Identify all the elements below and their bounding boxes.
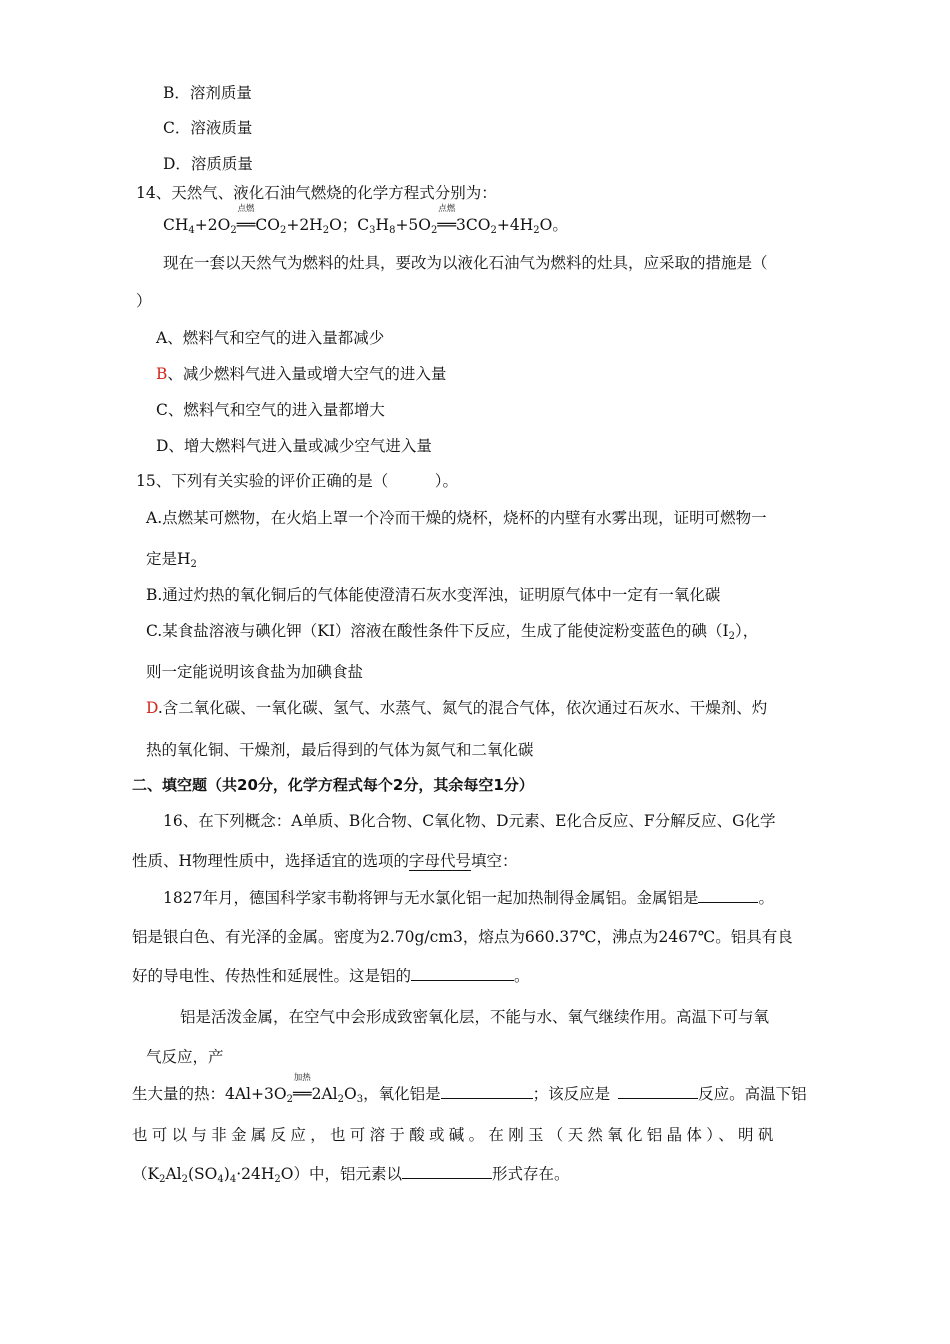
q14-stem: 14、天然气、液化石油气燃烧的化学方程式分别为： (136, 184, 497, 202)
q16-line1: 16、在下列概念：A单质、B化合物、C氧化物、D元素、E化合反应、F分解反应、G化学 (163, 812, 776, 830)
underlined-term: 字母代号 (409, 852, 472, 870)
q13-option-c: C．溶液质量 (163, 119, 253, 137)
q15-option-d-letter: D (146, 699, 158, 717)
answer-blank-5[interactable] (402, 1163, 492, 1179)
answer-blank-2[interactable] (411, 965, 514, 981)
eq2-condition: 加热 (293, 1073, 311, 1083)
answer-blank-4[interactable] (618, 1083, 698, 1099)
q14-option-d: D、增大燃料气进入量或减少空气进入量 (156, 437, 432, 455)
q15-stem: 15、下列有关实验的评价正确的是（ ）。 (136, 472, 458, 490)
q16-p1-line1: 1827年月，德国科学家韦勒将钾与无水氯化铝一起加热制得金属铝。金属铝是 。 (163, 889, 774, 907)
q16-p1-line2: 铝是银白色、有光泽的金属。密度为2.70g/cm3，熔点为660.37℃，沸点为2467℃。铝具有良 (132, 928, 793, 946)
q15-option-c-line1: C.某食盐溶液与碘化钾（KI）溶液在酸性条件下反应，生成了能使淀粉变蓝色的碘$(I_2)$， (146, 622, 759, 642)
q15-option-c-line2: 则一定能说明该食盐为加碘食盐 (146, 663, 364, 681)
q14-body-1: 现在一套以天然气为燃料的灶具，要改为以液化石油气为燃料的灶具，应采取的措施是（ (163, 254, 768, 272)
q16-p2-line1: 铝是活泼金属，在空气中会形成致密氧化层，不能与水、氧气继续作用。高温下可与氧 (180, 1008, 770, 1026)
q16-p2-line5: $(K_2Al_2(SO_4)_4\cdot 24H_2O)$中，铝元素以 形式存在。 (132, 1165, 570, 1185)
q16-line2: 性质、H物理性质中，选择适宜的选项的字母代号填空： (132, 852, 518, 870)
q13-option-d: D．溶质质量 (163, 155, 253, 173)
q16-p2-line4: 也可以与非金属反应，也可溶于酸或碱。在刚玉（天然氧化铝晶体）、明矾 (132, 1126, 778, 1144)
q14-equations: $CH_4+2O_2$ 点燃 $══CO_2+2H_2O$；$C_3H_8+5O_2$ 点燃 $══3CO_2+4H_2O$。 (163, 204, 568, 236)
q16-p2-line3: 生大量的热：$4Al+3O_2$ 加热 $══2Al_2O_3$，氧化铝是 ；该反应是 反应。高温下铝 (132, 1073, 807, 1105)
q15-option-d-line2: 热的氧化铜、干燥剂，最后得到的气体为氮气和二氧化碳 (146, 741, 534, 759)
q14-body-2: ） (136, 292, 152, 310)
q14-option-c: C、燃料气和空气的进入量都增大 (156, 401, 385, 419)
q15-option-a-line1: A.点燃某可燃物，在火焰上罩一个冷而干燥的烧杯，烧杯的内壁有水雾出现，证明可燃物一 (146, 509, 767, 527)
q16-p1-line3: 好的导电性、传热性和延展性。这是铝的 。 (132, 967, 530, 985)
q14-option-b: B、减少燃料气进入量或增大空气的进入量 (156, 365, 447, 383)
eq1b-condition: 点燃 (438, 204, 456, 214)
q14-option-b-letter: B (156, 365, 168, 383)
q15-option-a-line2: 定是$H_2$ (146, 550, 197, 570)
eq1-condition: 点燃 (237, 204, 255, 214)
q15-option-d-line1: D.含二氧化碳、一氧化碳、氢气、水蒸气、氮气的混合气体，依次通过石灰水、干燥剂、灼 (146, 699, 768, 717)
answer-blank-3[interactable] (441, 1083, 533, 1099)
q16-p2-line2: 气反应，产 (146, 1048, 224, 1066)
q13-option-b: B．溶剂质量 (163, 84, 252, 102)
q14-option-a: A、燃料气和空气的进入量都减少 (156, 329, 385, 347)
q15-option-b: B.通过灼热的氧化铜后的气体能使澄清石灰水变浑浊，证明原气体中一定有一氧化碳 (146, 586, 721, 604)
answer-blank-1[interactable] (698, 887, 758, 903)
section-2-title: 二、填空题（共20分，化学方程式每个2分，其余每空1分） (132, 776, 534, 794)
